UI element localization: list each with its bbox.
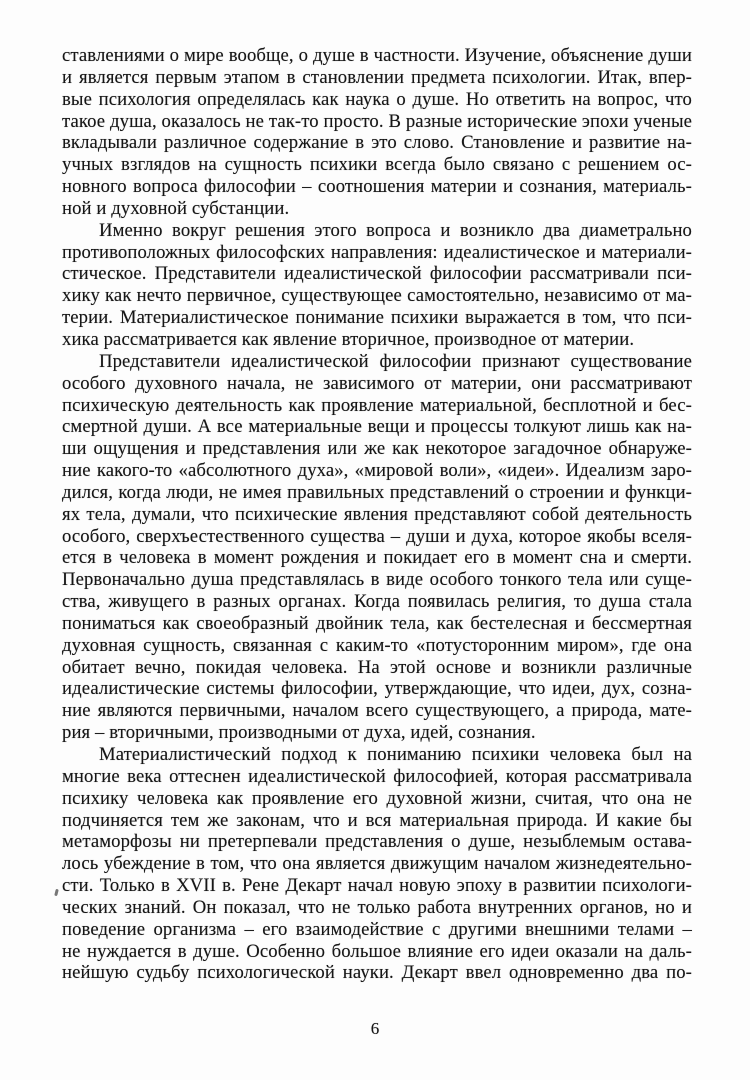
text-column: [62, 45, 692, 984]
paragraph: [62, 744, 692, 984]
text-line: не нуждается в душе. Особенно большое влияние его идеи оказали на даль-: [62, 940, 692, 962]
text-line: такое душа, оказалось не так-то просто. В разные исторические эпохи ученые: [62, 110, 692, 132]
text-line: вые психология определялась как наука о душе. Но ответить на вопрос, что: [62, 88, 692, 110]
text-line: хику как нечто первичное, существующее самостоятельно, независимо от ма-: [62, 285, 692, 307]
text-line: ческих знаний. Он показал, что не только работа внутренних органов, но и: [62, 896, 692, 918]
text-line: ние какого-то «абсолютного духа», «мировой воли», «идеи». Идеализм заро-: [62, 460, 692, 482]
text-line: подчиняется тем же законам, что и вся материальная природа. И какие бы: [62, 809, 692, 831]
text-line: пониматься как своеобразный двойник тела, как бестелесная и бессмертная: [62, 612, 692, 634]
text-line: рия – вторичными, производными от духа, идей, сознания.: [62, 722, 536, 744]
text-line: нейшую судьбу психологической науки. Декарт ввел одновременно два по-: [62, 962, 692, 984]
text-line: новного вопроса философии – соотношения материи и сознания, материаль-: [62, 176, 692, 198]
page-number: 6: [370, 1019, 380, 1038]
text-line: психику человека как проявление его духовной жизни, считая, что она не: [62, 787, 692, 809]
paragraph: [62, 45, 692, 220]
text-line: и является первым этапом в становлении предмета психологии. Итак, впер-: [62, 66, 692, 88]
text-line: Именно вокруг решения этого вопроса и возникло два диаметрально: [99, 219, 692, 241]
text-line: особого духовного начала, не зависимого от материи, они рассматривают: [62, 372, 692, 394]
text-line: ши ощущения и представления или же как некоторое загадочное обнаруже-: [62, 438, 692, 460]
text-line: лось убеждение в том, что она является движущим началом жизнедеятельно-: [62, 853, 692, 875]
text-line: вкладывали различное содержание в это слово. Становление и развитие на-: [62, 132, 692, 154]
text-line: ние являются первичными, началом всего существующего, а природа, мате-: [62, 700, 692, 722]
text-line: многие века оттеснен идеалистической философией, которая рассматривала: [62, 765, 692, 787]
text-line: хика рассматривается как явление вторичное, производное от материи.: [62, 328, 635, 350]
text-line: метаморфозы ни претерпевали представления о душе, незыблемым остава-: [62, 831, 692, 853]
text-line: психическую деятельность как проявление материальной, бесплотной и бес-: [62, 394, 692, 416]
text-line: стическое. Представители идеалистической философии рассматривали пси-: [62, 263, 692, 285]
text-line: дился, когда люди, не имея правильных представлений о строении и функци-: [62, 481, 692, 503]
paragraph: [62, 220, 692, 351]
text-line: Материалистический подход к пониманию психики человека был на: [99, 744, 692, 765]
text-line: ется в человека в момент рождения и покидает его в момент сна и смерти.: [62, 547, 692, 569]
text-line: особого, сверхъестественного существа – души и духа, которое якобы вселя-: [62, 525, 692, 547]
text-line: идеалистические системы философии, утверждающие, что идеи, дух, созна-: [62, 678, 692, 700]
paragraph: [62, 351, 692, 744]
text-line: смертной души. А все материальные вещи и процессы толкуют лишь как на-: [62, 416, 692, 438]
text-line: поведение организма – его взаимодействие с другими внешними телами –: [62, 918, 692, 940]
text-line: ях тела, думали, что психические явления представляют собой деятельность: [62, 503, 692, 525]
text-line: терии. Материалистическое понимание психики выражается в том, что пси-: [62, 307, 692, 329]
text-line: ства, живущего в разных органах. Когда появилась религия, то душа стала: [62, 591, 692, 613]
text-line: духовная сущность, связанная с каким-то «потусторонним миром», где она: [62, 634, 692, 656]
scan-artifact: [54, 889, 59, 897]
text-line: ставлениями о мире вообще, о душе в частности. Изучение, объяснение души: [62, 45, 692, 66]
text-line: сти. Только в XVII в. Рене Декарт начал новую эпоху в развитии психологи-: [62, 875, 692, 897]
text-line: ной и духовной субстанции.: [62, 197, 290, 219]
text-line: учных взглядов на сущность психики всегда было связано с решением ос-: [62, 154, 692, 176]
text-line: Представители идеалистической философии признают существование: [99, 350, 692, 372]
text-line: обитает вечно, покидая человека. На этой основе и возникли различные: [62, 656, 692, 678]
text-line: противоположных философских направления: идеалистическое и материали-: [62, 241, 692, 263]
text-line: Первоначально душа представлялась в виде особого тонкого тела или суще-: [62, 569, 692, 591]
